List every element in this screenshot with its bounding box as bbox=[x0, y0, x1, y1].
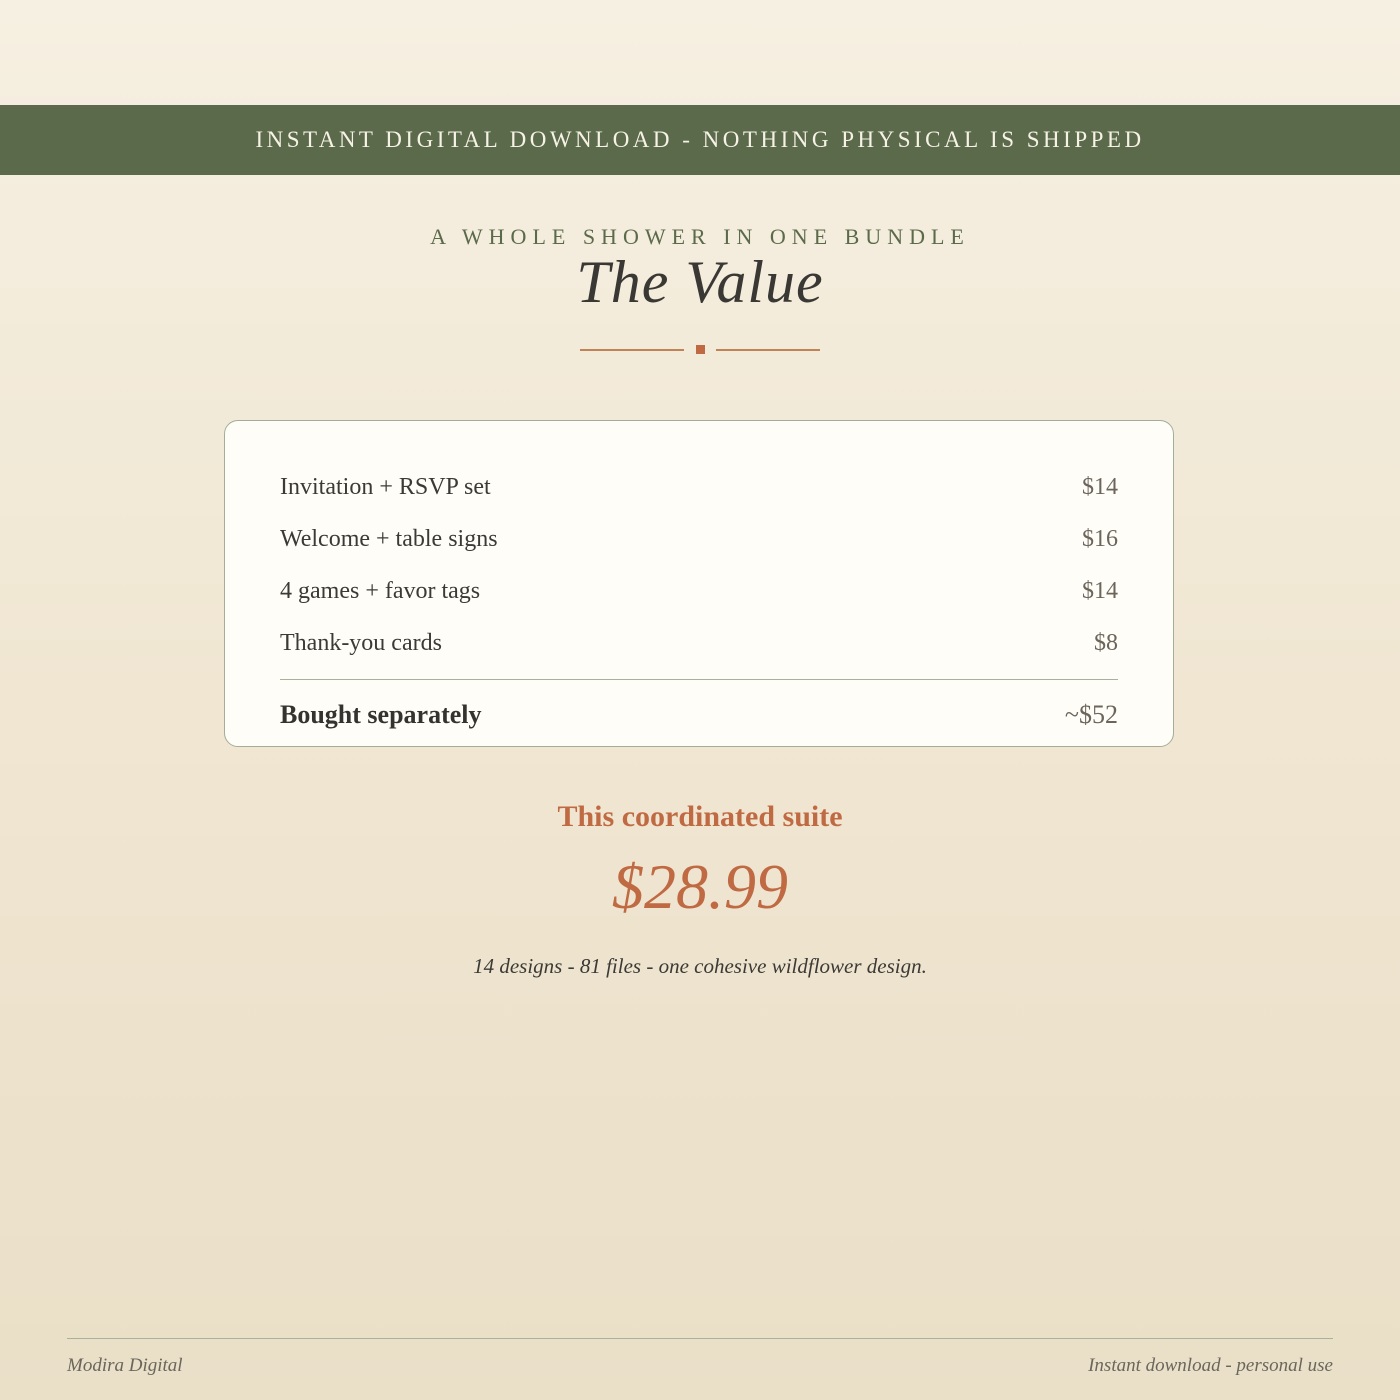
list-item bbox=[280, 513, 1118, 565]
page-title: The Value bbox=[576, 249, 824, 315]
item-label: Invitation + RSVP set bbox=[280, 473, 491, 500]
total-row bbox=[280, 680, 1118, 750]
item-label: Welcome + table signs bbox=[280, 525, 498, 552]
item-price: $16 bbox=[1082, 525, 1118, 552]
total-label: Bought separately bbox=[280, 700, 482, 729]
item-price: $8 bbox=[1094, 629, 1118, 656]
list-item bbox=[280, 565, 1118, 617]
ornament-line-right bbox=[716, 349, 820, 351]
item-price: $14 bbox=[1082, 577, 1118, 604]
footer-divider bbox=[67, 1338, 1333, 1339]
footer-note: Instant download - personal use bbox=[1088, 1355, 1333, 1376]
offer-price: $28.99 bbox=[612, 851, 788, 922]
item-label: Thank-you cards bbox=[280, 629, 442, 656]
total-price: ~$52 bbox=[1064, 700, 1118, 729]
offer-label: This coordinated suite bbox=[557, 800, 843, 833]
ornament-line-left bbox=[580, 349, 684, 351]
offer-details: 14 designs - 81 files - one cohesive wildflower design. bbox=[473, 954, 927, 978]
item-price: $14 bbox=[1082, 473, 1118, 500]
ornament-square-icon bbox=[696, 345, 705, 354]
banner-text: INSTANT DIGITAL DOWNLOAD - NOTHING PHYSICAL IS SHIPPED bbox=[255, 127, 1145, 152]
item-label: 4 games + favor tags bbox=[280, 577, 481, 604]
footer-brand: Modira Digital bbox=[67, 1355, 183, 1376]
announcement-banner bbox=[0, 105, 1400, 175]
value-breakdown-card bbox=[224, 420, 1174, 747]
list-item bbox=[280, 461, 1118, 513]
divider-ornament bbox=[580, 341, 820, 359]
list-item bbox=[280, 617, 1118, 669]
section-eyebrow: A WHOLE SHOWER IN ONE BUNDLE bbox=[430, 224, 970, 249]
